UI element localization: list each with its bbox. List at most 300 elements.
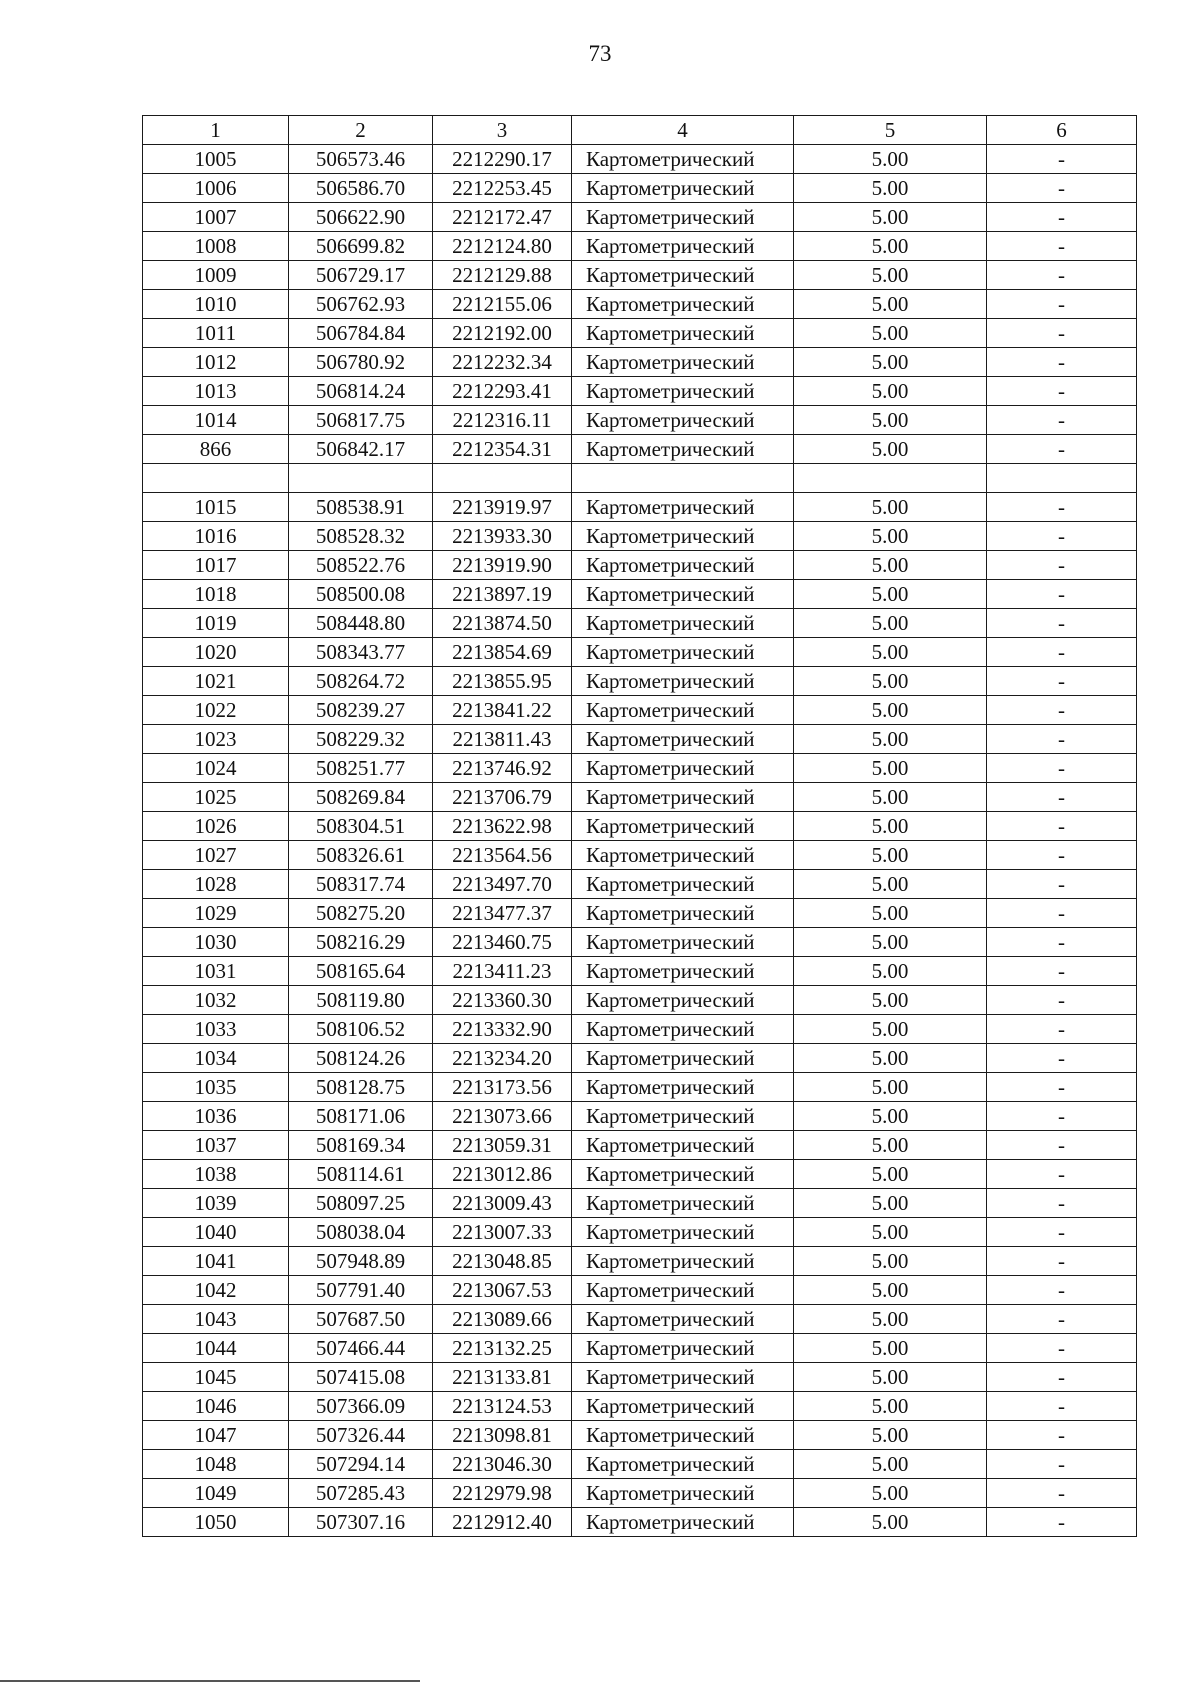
- note-cell: -: [987, 667, 1137, 696]
- method-cell: Картометрический: [572, 1334, 794, 1363]
- x-coordinate-cell: 506817.75: [289, 406, 433, 435]
- note-cell: -: [987, 812, 1137, 841]
- note-cell: -: [987, 725, 1137, 754]
- accuracy-cell: 5.00: [794, 232, 987, 261]
- note-cell: -: [987, 841, 1137, 870]
- method-cell: Картометрический: [572, 1421, 794, 1450]
- table-row: [143, 696, 1137, 725]
- point-number-cell: 1006: [143, 174, 289, 203]
- point-number-cell: 1014: [143, 406, 289, 435]
- x-coordinate-cell: 508528.32: [289, 522, 433, 551]
- x-coordinate-cell: 508326.61: [289, 841, 433, 870]
- point-number-cell: 1042: [143, 1276, 289, 1305]
- point-number-cell: 1015: [143, 493, 289, 522]
- note-cell: -: [987, 145, 1137, 174]
- note-cell: -: [987, 1450, 1137, 1479]
- method-cell: Картометрический: [572, 841, 794, 870]
- point-number-cell: 1035: [143, 1073, 289, 1102]
- table-row: [143, 377, 1137, 406]
- y-coordinate-cell: 2213046.30: [433, 1450, 572, 1479]
- method-cell: Картометрический: [572, 1073, 794, 1102]
- y-coordinate-cell: 2213564.56: [433, 841, 572, 870]
- y-coordinate-cell: 2212253.45: [433, 174, 572, 203]
- column-header-3: 3: [433, 116, 572, 145]
- accuracy-cell: 5.00: [794, 1073, 987, 1102]
- table-row: [143, 145, 1137, 174]
- table-row: [143, 1363, 1137, 1392]
- note-cell: -: [987, 261, 1137, 290]
- note-cell: -: [987, 696, 1137, 725]
- method-cell: Картометрический: [572, 203, 794, 232]
- accuracy-cell: 5.00: [794, 841, 987, 870]
- note-cell: -: [987, 232, 1137, 261]
- accuracy-cell: 5.00: [794, 319, 987, 348]
- method-cell: Картометрический: [572, 290, 794, 319]
- note-cell: -: [987, 1044, 1137, 1073]
- point-number-cell: 1025: [143, 783, 289, 812]
- page-number: 73: [588, 41, 612, 66]
- y-coordinate-cell: 2213332.90: [433, 1015, 572, 1044]
- method-cell: Картометрический: [572, 899, 794, 928]
- empty-cell: [289, 464, 433, 493]
- x-coordinate-cell: 508343.77: [289, 638, 433, 667]
- point-number-cell: 1034: [143, 1044, 289, 1073]
- table-row: [143, 638, 1137, 667]
- x-coordinate-cell: 506780.92: [289, 348, 433, 377]
- accuracy-cell: 5.00: [794, 1508, 987, 1537]
- table-row: [143, 1305, 1137, 1334]
- table-row: [143, 841, 1137, 870]
- x-coordinate-cell: 508216.29: [289, 928, 433, 957]
- note-cell: -: [987, 1131, 1137, 1160]
- y-coordinate-cell: 2213132.25: [433, 1334, 572, 1363]
- y-coordinate-cell: 2213919.97: [433, 493, 572, 522]
- point-number-cell: 1033: [143, 1015, 289, 1044]
- accuracy-cell: 5.00: [794, 986, 987, 1015]
- table-row: [143, 1276, 1137, 1305]
- accuracy-cell: 5.00: [794, 493, 987, 522]
- table-header-row: [143, 116, 1137, 145]
- x-coordinate-cell: 508275.20: [289, 899, 433, 928]
- note-cell: -: [987, 957, 1137, 986]
- y-coordinate-cell: 2213048.85: [433, 1247, 572, 1276]
- accuracy-cell: 5.00: [794, 203, 987, 232]
- note-cell: -: [987, 638, 1137, 667]
- empty-cell: [572, 464, 794, 493]
- y-coordinate-cell: 2213460.75: [433, 928, 572, 957]
- footer-rule: [0, 1680, 420, 1682]
- y-coordinate-cell: 2212316.11: [433, 406, 572, 435]
- method-cell: Картометрический: [572, 1102, 794, 1131]
- x-coordinate-cell: 506586.70: [289, 174, 433, 203]
- method-cell: Картометрический: [572, 1015, 794, 1044]
- x-coordinate-cell: 507366.09: [289, 1392, 433, 1421]
- table-row: [143, 435, 1137, 464]
- accuracy-cell: 5.00: [794, 667, 987, 696]
- note-cell: -: [987, 348, 1137, 377]
- table-row: [143, 1160, 1137, 1189]
- method-cell: Картометрический: [572, 696, 794, 725]
- note-cell: -: [987, 580, 1137, 609]
- empty-cell: [143, 464, 289, 493]
- note-cell: -: [987, 203, 1137, 232]
- table-row: [143, 1073, 1137, 1102]
- point-number-cell: 1030: [143, 928, 289, 957]
- y-coordinate-cell: 2213133.81: [433, 1363, 572, 1392]
- x-coordinate-cell: 506573.46: [289, 145, 433, 174]
- empty-cell: [794, 464, 987, 493]
- y-coordinate-cell: 2213746.92: [433, 754, 572, 783]
- method-cell: Картометрический: [572, 1131, 794, 1160]
- method-cell: Картометрический: [572, 1479, 794, 1508]
- x-coordinate-cell: 508269.84: [289, 783, 433, 812]
- method-cell: Картометрический: [572, 493, 794, 522]
- accuracy-cell: 5.00: [794, 406, 987, 435]
- accuracy-cell: 5.00: [794, 1044, 987, 1073]
- accuracy-cell: 5.00: [794, 1450, 987, 1479]
- x-coordinate-cell: 507294.14: [289, 1450, 433, 1479]
- accuracy-cell: 5.00: [794, 812, 987, 841]
- point-number-cell: 1010: [143, 290, 289, 319]
- point-number-cell: 1021: [143, 667, 289, 696]
- method-cell: Картометрический: [572, 928, 794, 957]
- accuracy-cell: 5.00: [794, 1015, 987, 1044]
- y-coordinate-cell: 2213124.53: [433, 1392, 572, 1421]
- x-coordinate-cell: 506699.82: [289, 232, 433, 261]
- point-number-cell: 1050: [143, 1508, 289, 1537]
- y-coordinate-cell: 2212354.31: [433, 435, 572, 464]
- point-number-cell: 1013: [143, 377, 289, 406]
- x-coordinate-cell: 507466.44: [289, 1334, 433, 1363]
- x-coordinate-cell: 508522.76: [289, 551, 433, 580]
- method-cell: Картометрический: [572, 783, 794, 812]
- table-row: [143, 551, 1137, 580]
- table-row: [143, 667, 1137, 696]
- table-row: [143, 754, 1137, 783]
- y-coordinate-cell: 2213919.90: [433, 551, 572, 580]
- x-coordinate-cell: 508229.32: [289, 725, 433, 754]
- note-cell: -: [987, 1392, 1137, 1421]
- note-cell: -: [987, 1189, 1137, 1218]
- accuracy-cell: 5.00: [794, 1102, 987, 1131]
- method-cell: Картометрический: [572, 609, 794, 638]
- table-row: [143, 522, 1137, 551]
- x-coordinate-cell: 508500.08: [289, 580, 433, 609]
- method-cell: Картометрический: [572, 1363, 794, 1392]
- y-coordinate-cell: 2212124.80: [433, 232, 572, 261]
- note-cell: -: [987, 986, 1137, 1015]
- x-coordinate-cell: 506622.90: [289, 203, 433, 232]
- y-coordinate-cell: 2212192.00: [433, 319, 572, 348]
- x-coordinate-cell: 508097.25: [289, 1189, 433, 1218]
- table-row: [143, 957, 1137, 986]
- x-coordinate-cell: 508128.75: [289, 1073, 433, 1102]
- y-coordinate-cell: 2213841.22: [433, 696, 572, 725]
- method-cell: Картометрический: [572, 1218, 794, 1247]
- point-number-cell: 1048: [143, 1450, 289, 1479]
- method-cell: Картометрический: [572, 232, 794, 261]
- table-row: [143, 725, 1137, 754]
- table-row: [143, 1450, 1137, 1479]
- y-coordinate-cell: 2213360.30: [433, 986, 572, 1015]
- y-coordinate-cell: 2213477.37: [433, 899, 572, 928]
- x-coordinate-cell: 508538.91: [289, 493, 433, 522]
- method-cell: Картометрический: [572, 348, 794, 377]
- y-coordinate-cell: 2213012.86: [433, 1160, 572, 1189]
- x-coordinate-cell: 508169.34: [289, 1131, 433, 1160]
- accuracy-cell: 5.00: [794, 1363, 987, 1392]
- point-number-cell: 1038: [143, 1160, 289, 1189]
- x-coordinate-cell: 508165.64: [289, 957, 433, 986]
- point-number-cell: 1027: [143, 841, 289, 870]
- y-coordinate-cell: 2212232.34: [433, 348, 572, 377]
- point-number-cell: 1009: [143, 261, 289, 290]
- y-coordinate-cell: 2213706.79: [433, 783, 572, 812]
- table-row: [143, 203, 1137, 232]
- method-cell: Картометрический: [572, 319, 794, 348]
- point-number-cell: 1019: [143, 609, 289, 638]
- table-row: [143, 319, 1137, 348]
- column-header-1: 1: [143, 116, 289, 145]
- y-coordinate-cell: 2213811.43: [433, 725, 572, 754]
- table-row: [143, 1247, 1137, 1276]
- accuracy-cell: 5.00: [794, 1276, 987, 1305]
- x-coordinate-cell: 508317.74: [289, 870, 433, 899]
- x-coordinate-cell: 506784.84: [289, 319, 433, 348]
- x-coordinate-cell: 508119.80: [289, 986, 433, 1015]
- point-number-cell: 1043: [143, 1305, 289, 1334]
- x-coordinate-cell: 508124.26: [289, 1044, 433, 1073]
- accuracy-cell: 5.00: [794, 783, 987, 812]
- table-row: [143, 232, 1137, 261]
- x-coordinate-cell: 506842.17: [289, 435, 433, 464]
- point-number-cell: 1026: [143, 812, 289, 841]
- point-number-cell: 1029: [143, 899, 289, 928]
- note-cell: -: [987, 1479, 1137, 1508]
- accuracy-cell: 5.00: [794, 899, 987, 928]
- method-cell: Картометрический: [572, 377, 794, 406]
- point-number-cell: 1044: [143, 1334, 289, 1363]
- point-number-cell: 1028: [143, 870, 289, 899]
- x-coordinate-cell: 508264.72: [289, 667, 433, 696]
- empty-cell: [433, 464, 572, 493]
- method-cell: Картометрический: [572, 435, 794, 464]
- table-row: [143, 609, 1137, 638]
- accuracy-cell: 5.00: [794, 551, 987, 580]
- point-number-cell: 1007: [143, 203, 289, 232]
- table-row: [143, 1479, 1137, 1508]
- method-cell: Картометрический: [572, 1160, 794, 1189]
- x-coordinate-cell: 506814.24: [289, 377, 433, 406]
- x-coordinate-cell: 508304.51: [289, 812, 433, 841]
- x-coordinate-cell: 508106.52: [289, 1015, 433, 1044]
- note-cell: -: [987, 609, 1137, 638]
- note-cell: -: [987, 493, 1137, 522]
- note-cell: -: [987, 870, 1137, 899]
- table-row: [143, 348, 1137, 377]
- column-header-2: 2: [289, 116, 433, 145]
- method-cell: Картометрический: [572, 1450, 794, 1479]
- table-row: [143, 1392, 1137, 1421]
- point-number-cell: 866: [143, 435, 289, 464]
- table-row: [143, 174, 1137, 203]
- note-cell: -: [987, 1363, 1137, 1392]
- method-cell: Картометрический: [572, 667, 794, 696]
- note-cell: -: [987, 435, 1137, 464]
- note-cell: -: [987, 551, 1137, 580]
- note-cell: -: [987, 1073, 1137, 1102]
- accuracy-cell: 5.00: [794, 1247, 987, 1276]
- note-cell: -: [987, 899, 1137, 928]
- point-number-cell: 1045: [143, 1363, 289, 1392]
- y-coordinate-cell: 2213089.66: [433, 1305, 572, 1334]
- y-coordinate-cell: 2212912.40: [433, 1508, 572, 1537]
- note-cell: -: [987, 1160, 1137, 1189]
- table-row: [143, 1334, 1137, 1363]
- x-coordinate-cell: 508448.80: [289, 609, 433, 638]
- accuracy-cell: 5.00: [794, 1131, 987, 1160]
- y-coordinate-cell: 2213234.20: [433, 1044, 572, 1073]
- accuracy-cell: 5.00: [794, 377, 987, 406]
- table-row: [143, 812, 1137, 841]
- y-coordinate-cell: 2212129.88: [433, 261, 572, 290]
- point-number-cell: 1017: [143, 551, 289, 580]
- y-coordinate-cell: 2213874.50: [433, 609, 572, 638]
- x-coordinate-cell: 507285.43: [289, 1479, 433, 1508]
- note-cell: -: [987, 928, 1137, 957]
- accuracy-cell: 5.00: [794, 725, 987, 754]
- table-row: [143, 1044, 1137, 1073]
- note-cell: -: [987, 1276, 1137, 1305]
- x-coordinate-cell: 506762.93: [289, 290, 433, 319]
- accuracy-cell: 5.00: [794, 1334, 987, 1363]
- table-row: [143, 261, 1137, 290]
- y-coordinate-cell: 2213933.30: [433, 522, 572, 551]
- point-number-cell: 1022: [143, 696, 289, 725]
- method-cell: Картометрический: [572, 1508, 794, 1537]
- method-cell: Картометрический: [572, 145, 794, 174]
- accuracy-cell: 5.00: [794, 435, 987, 464]
- method-cell: Картометрический: [572, 174, 794, 203]
- table-row: [143, 928, 1137, 957]
- column-header-4: 4: [572, 116, 794, 145]
- y-coordinate-cell: 2213067.53: [433, 1276, 572, 1305]
- point-number-cell: 1032: [143, 986, 289, 1015]
- y-coordinate-cell: 2213073.66: [433, 1102, 572, 1131]
- x-coordinate-cell: 508239.27: [289, 696, 433, 725]
- accuracy-cell: 5.00: [794, 348, 987, 377]
- x-coordinate-cell: 507307.16: [289, 1508, 433, 1537]
- note-cell: -: [987, 1305, 1137, 1334]
- note-cell: -: [987, 1102, 1137, 1131]
- column-header-5: 5: [794, 116, 987, 145]
- y-coordinate-cell: 2213059.31: [433, 1131, 572, 1160]
- method-cell: Картометрический: [572, 1305, 794, 1334]
- y-coordinate-cell: 2213497.70: [433, 870, 572, 899]
- table-row: [143, 986, 1137, 1015]
- x-coordinate-cell: 507415.08: [289, 1363, 433, 1392]
- x-coordinate-cell: 508251.77: [289, 754, 433, 783]
- y-coordinate-cell: 2213897.19: [433, 580, 572, 609]
- accuracy-cell: 5.00: [794, 1479, 987, 1508]
- note-cell: -: [987, 754, 1137, 783]
- y-coordinate-cell: 2212979.98: [433, 1479, 572, 1508]
- point-number-cell: 1012: [143, 348, 289, 377]
- method-cell: Картометрический: [572, 638, 794, 667]
- y-coordinate-cell: 2213411.23: [433, 957, 572, 986]
- table-row: [143, 783, 1137, 812]
- x-coordinate-cell: 508171.06: [289, 1102, 433, 1131]
- accuracy-cell: 5.00: [794, 754, 987, 783]
- y-coordinate-cell: 2212293.41: [433, 377, 572, 406]
- table-row: [143, 406, 1137, 435]
- point-number-cell: 1047: [143, 1421, 289, 1450]
- x-coordinate-cell: 508114.61: [289, 1160, 433, 1189]
- y-coordinate-cell: 2213173.56: [433, 1073, 572, 1102]
- point-number-cell: 1036: [143, 1102, 289, 1131]
- x-coordinate-cell: 507687.50: [289, 1305, 433, 1334]
- table-row: [143, 899, 1137, 928]
- accuracy-cell: 5.00: [794, 638, 987, 667]
- method-cell: Картометрический: [572, 986, 794, 1015]
- note-cell: -: [987, 1247, 1137, 1276]
- y-coordinate-cell: 2212155.06: [433, 290, 572, 319]
- x-coordinate-cell: 507791.40: [289, 1276, 433, 1305]
- y-coordinate-cell: 2213854.69: [433, 638, 572, 667]
- point-number-cell: 1040: [143, 1218, 289, 1247]
- table-row: [143, 1218, 1137, 1247]
- table-row: [143, 1189, 1137, 1218]
- note-cell: -: [987, 377, 1137, 406]
- table-separator-row: [143, 464, 1137, 493]
- method-cell: Картометрический: [572, 1247, 794, 1276]
- x-coordinate-cell: 507948.89: [289, 1247, 433, 1276]
- table-row: [143, 1015, 1137, 1044]
- method-cell: Картометрический: [572, 1276, 794, 1305]
- accuracy-cell: 5.00: [794, 1189, 987, 1218]
- method-cell: Картометрический: [572, 957, 794, 986]
- y-coordinate-cell: 2213009.43: [433, 1189, 572, 1218]
- accuracy-cell: 5.00: [794, 696, 987, 725]
- accuracy-cell: 5.00: [794, 870, 987, 899]
- point-number-cell: 1016: [143, 522, 289, 551]
- accuracy-cell: 5.00: [794, 145, 987, 174]
- method-cell: Картометрический: [572, 812, 794, 841]
- column-header-6: 6: [987, 116, 1137, 145]
- note-cell: -: [987, 174, 1137, 203]
- x-coordinate-cell: 507326.44: [289, 1421, 433, 1450]
- x-coordinate-cell: 506729.17: [289, 261, 433, 290]
- accuracy-cell: 5.00: [794, 928, 987, 957]
- method-cell: Картометрический: [572, 870, 794, 899]
- table-row: [143, 1102, 1137, 1131]
- y-coordinate-cell: 2212172.47: [433, 203, 572, 232]
- method-cell: Картометрический: [572, 406, 794, 435]
- note-cell: -: [987, 783, 1137, 812]
- note-cell: -: [987, 1218, 1137, 1247]
- method-cell: Картометрический: [572, 580, 794, 609]
- method-cell: Картометрический: [572, 1044, 794, 1073]
- point-number-cell: 1049: [143, 1479, 289, 1508]
- point-number-cell: 1008: [143, 232, 289, 261]
- accuracy-cell: 5.00: [794, 1218, 987, 1247]
- point-number-cell: 1011: [143, 319, 289, 348]
- accuracy-cell: 5.00: [794, 1160, 987, 1189]
- x-coordinate-cell: 508038.04: [289, 1218, 433, 1247]
- point-number-cell: 1020: [143, 638, 289, 667]
- point-number-cell: 1018: [143, 580, 289, 609]
- note-cell: -: [987, 406, 1137, 435]
